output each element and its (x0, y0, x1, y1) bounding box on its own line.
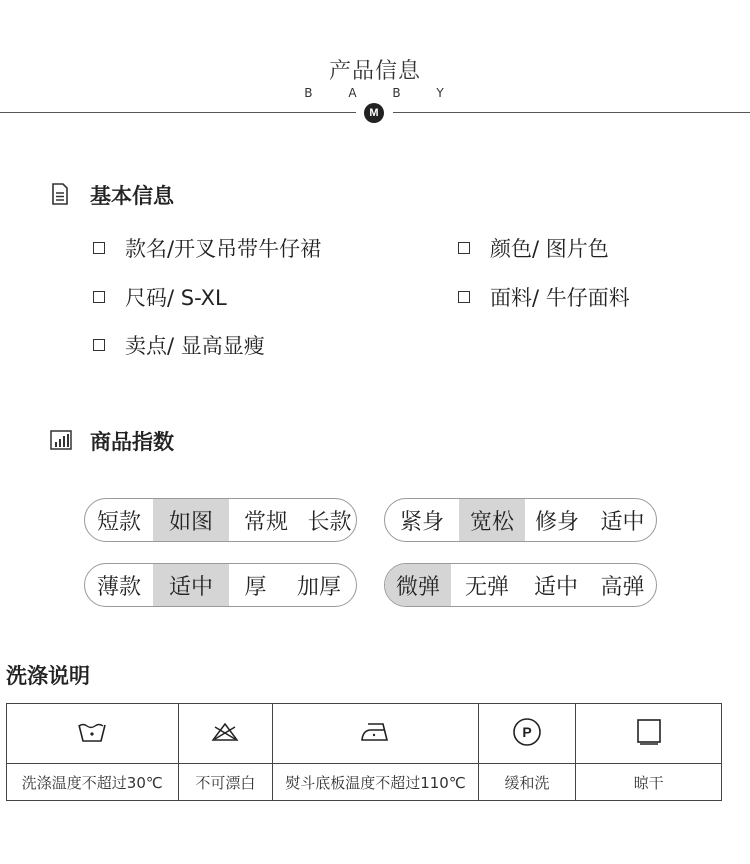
index-option: 适中 (600, 509, 645, 535)
checkbox-icon (458, 242, 470, 254)
header-divider-right (393, 112, 750, 113)
wash-icon-cell (478, 704, 576, 764)
info-item-fabric (458, 282, 630, 312)
info-item-label: 面料/ 牛仔面料 (490, 286, 630, 310)
checkbox-icon (458, 291, 470, 303)
index-option: 适中 (533, 574, 578, 600)
checkbox-icon (93, 291, 105, 303)
info-item-selling-point (93, 330, 265, 360)
wash-icon-cell (7, 704, 179, 764)
section-title-wash: 洗涤说明 (6, 664, 90, 688)
wash-label: 熨斗底板温度不超过110℃ (273, 764, 478, 801)
dry-clean-p-icon (512, 717, 542, 747)
wash-icon-cell (576, 704, 722, 764)
section-title-index: 商品指数 (90, 430, 174, 454)
index-pill-thickness (84, 563, 357, 607)
index-option: 厚 (244, 574, 267, 600)
checkbox-icon (93, 242, 105, 254)
dry-clean-symbol: P (522, 723, 532, 740)
index-option: 薄款 (96, 574, 141, 600)
info-item-size (93, 282, 227, 312)
index-option: 长款 (307, 509, 352, 535)
index-option: 加厚 (296, 574, 341, 600)
info-item-label: 卖点/ 显高显瘦 (125, 334, 265, 358)
wash-tub-icon (77, 720, 107, 744)
iron-icon (359, 720, 391, 744)
checkbox-icon (93, 339, 105, 351)
index-option-selected: 如图 (153, 499, 229, 541)
index-pill-elasticity (384, 563, 657, 607)
index-option-selected: 适中 (153, 564, 229, 606)
bar-chart-icon (50, 430, 72, 454)
wash-care-table (6, 703, 722, 801)
header-divider-left (0, 112, 356, 113)
wash-icon-cell (178, 704, 273, 764)
index-option: 短款 (96, 509, 141, 535)
info-item-label: 款名/开叉吊带牛仔裙 (125, 237, 322, 261)
wash-label: 洗涤温度不超过30℃ (7, 764, 179, 801)
line-dry-icon (636, 718, 662, 746)
index-option: 无弹 (464, 574, 509, 600)
info-item-color (458, 233, 609, 263)
index-option-selected: 宽松 (459, 499, 525, 541)
section-title-basic: 基本信息 (90, 184, 174, 208)
index-pill-length (84, 498, 357, 542)
info-item-label: 尺码/ S-XL (125, 286, 227, 310)
index-option-selected: 微弹 (385, 564, 451, 606)
document-icon (50, 183, 70, 209)
wash-icon-cell (273, 704, 478, 764)
index-pill-fit (384, 498, 657, 542)
wash-label: 晾干 (576, 764, 722, 801)
index-option: 常规 (243, 509, 288, 535)
index-option: 修身 (534, 509, 579, 535)
page-subtitle: B A B Y (304, 86, 460, 100)
wash-label: 缓和洗 (478, 764, 576, 801)
brand-badge: M (364, 103, 384, 123)
index-option: 高弹 (600, 574, 645, 600)
page-title: 产品信息 (328, 59, 421, 84)
wash-label: 不可漂白 (178, 764, 273, 801)
info-item-style (93, 233, 321, 263)
no-bleach-icon (210, 721, 240, 743)
info-item-label: 颜色/ 图片色 (490, 237, 609, 261)
index-option: 紧身 (399, 509, 444, 535)
